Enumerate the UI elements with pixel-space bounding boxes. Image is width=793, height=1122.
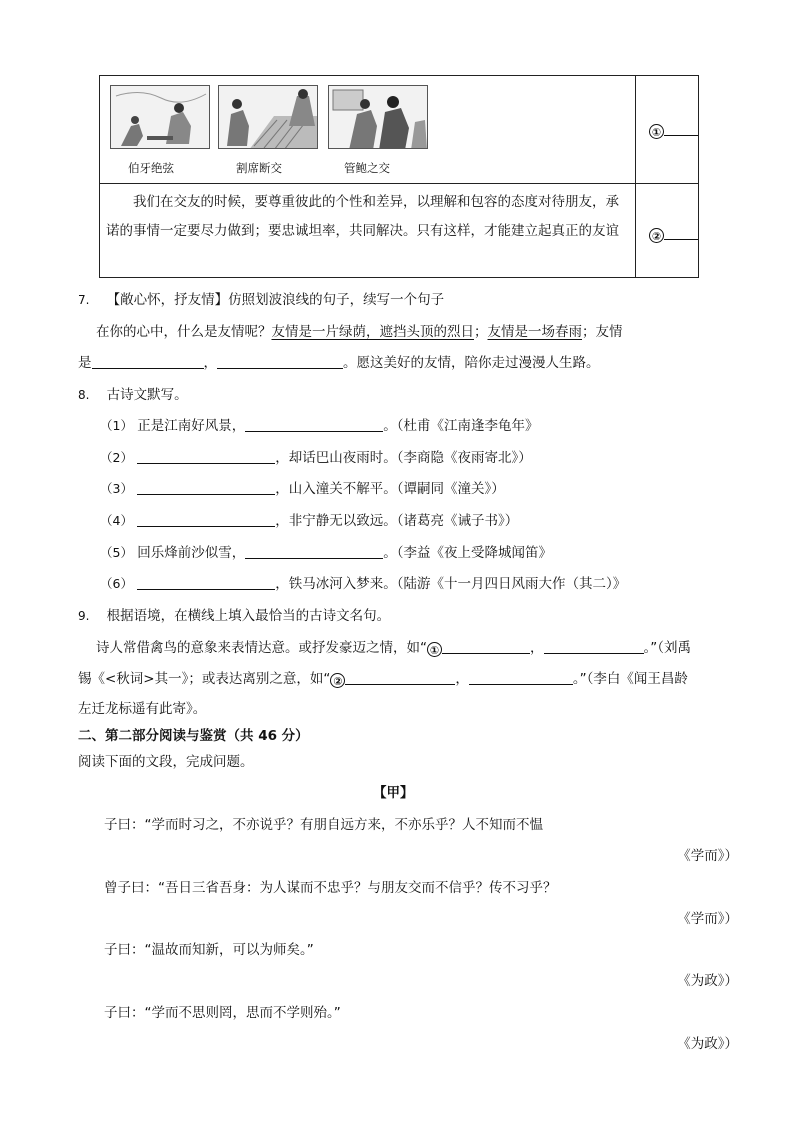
circled-number-1: ① [649, 124, 664, 139]
q7-line2-end: 。愿这美好的友情，陪你走过漫漫人生路。 [343, 355, 600, 371]
item-number: （2） [100, 450, 133, 465]
item-after: 。（杜甫《江南逢李龟年》 [383, 418, 539, 434]
table-divider-horizontal [100, 183, 698, 184]
q8-item-4 [100, 509, 518, 529]
question-title: 【敞心怀，抒友情】仿照划波浪线的句子，续写一个句子 [106, 292, 445, 308]
passage-1-source: 《学而》） [677, 848, 738, 864]
item-number: （3） [100, 481, 133, 496]
item-after: ，却话巴山夜雨时。（李商隐《夜雨寄北》） [275, 450, 532, 466]
item-number: （5） [100, 545, 133, 560]
item-before: 正是江南好风景， [137, 418, 246, 434]
answer-blank-1[interactable] [664, 123, 698, 136]
item-after: 。（李益《夜上受降城闻笛》 [383, 545, 552, 561]
q9-text-end: 。”（刘禹 [643, 640, 691, 656]
q8-blank-4[interactable] [137, 514, 275, 527]
item-before: 回乐烽前沙似雪， [137, 545, 246, 561]
q9-comma: ， [530, 640, 544, 656]
question-7-line-2 [78, 351, 600, 371]
q7-comma: ， [203, 355, 217, 371]
q7-wavy-sentence-1: 友情是一片绿荫，遮挡头顶的烈日 [271, 324, 474, 340]
question-7-heading [78, 288, 444, 308]
reading-instruction: 阅读下面的文段，完成问题。 [78, 754, 254, 770]
q9-text-end: 。”（李白《闻王昌龄 [572, 671, 688, 687]
gexi-duanjiao-illustration [218, 85, 318, 149]
caption-boya: 伯牙绝弦 [128, 161, 174, 175]
caption-gexi: 割席断交 [236, 161, 282, 175]
q9-text: 锡《<秋词>其一》；或表达离别之意，如“ [78, 671, 331, 687]
q8-item-2 [100, 446, 532, 466]
passage-3-text: 子曰：“温故而知新，可以为师矣。” [104, 942, 314, 958]
q7-blank-1[interactable] [92, 356, 204, 369]
q7-wavy-sentence-2: 友情是一场春雨 [487, 324, 582, 340]
circled-number-2: ② [649, 228, 664, 243]
q9-text: 诗人常借禽鸟的意象来表情达意。或抒发豪迈之情，如“ [96, 640, 427, 656]
friendship-paragraph: 我们在交友的时候，要尊重彼此的个性和差异，以理解和包容的态度对待朋友，承诺的事情一定要尽力做到；要忠诚坦率，共同解决。只有这样，才能建立起真正的友谊 [106, 194, 619, 239]
q9-blank-2a[interactable] [345, 672, 455, 685]
q8-blank-2[interactable] [137, 451, 275, 464]
table-divider-vertical [635, 76, 636, 277]
q9-comma: ， [455, 671, 469, 687]
question-9-line-3: 左迁龙标遥有此寄》。 [78, 701, 207, 717]
passage-2-source: 《学而》） [677, 911, 738, 927]
passage-2-text: 曾子曰：“吾日三省吾身：为人谋而不忠乎？与朋友交而不信乎？传不习乎？ [104, 880, 557, 896]
question-title: 根据语境，在横线上填入最恰当的古诗文名句。 [106, 608, 391, 624]
question-9-line-1 [96, 636, 691, 657]
passage-4-text: 子曰：“学而不思则罔，思而不学则殆。” [104, 1005, 341, 1021]
q7-blank-2[interactable] [217, 356, 343, 369]
circled-number-2: ② [330, 673, 345, 688]
item-number: （1） [100, 418, 133, 433]
boya-juexian-illustration [110, 85, 210, 149]
question-number: 7. [78, 293, 90, 307]
q7-line2-start: 是 [78, 355, 92, 371]
question-7-line-1 [96, 320, 623, 340]
q8-item-1 [100, 414, 539, 434]
item-after: ，铁马冰河入梦来。（陆游《十一月四日风雨大作（其二）》 [275, 576, 627, 592]
item-number: （4） [100, 513, 133, 528]
q9-blank-1b[interactable] [544, 641, 644, 654]
question-title: 古诗文默写。 [106, 387, 188, 403]
item-after: ，非宁静无以致远。（诸葛亮《诫子书》） [275, 513, 519, 529]
question-9-heading [78, 604, 390, 624]
q7-separator: ； [474, 324, 488, 340]
passage-jia-label: 【甲】 [373, 785, 414, 801]
item-after: ，山入潼关不解平。（谭嗣同《潼关》） [275, 481, 505, 497]
q8-item-6 [100, 572, 626, 592]
passage-4-source: 《为政》） [677, 1036, 738, 1052]
passage-3-source: 《为政》） [677, 973, 738, 989]
q7-prefix: 在你的心中，什么是友情呢？ [96, 324, 272, 340]
guanbao-zhijiao-illustration [328, 85, 428, 149]
q9-blank-2b[interactable] [469, 672, 573, 685]
answer-blank-2[interactable] [664, 227, 698, 240]
section-2-heading: 二、第二部分阅读与鉴赏（共 46 分） [78, 728, 309, 744]
question-8-heading [78, 383, 188, 403]
answer-slot-2[interactable] [649, 226, 698, 243]
circled-number-1: ① [427, 642, 442, 657]
q8-blank-5[interactable] [245, 546, 383, 559]
q8-blank-3[interactable] [137, 482, 275, 495]
friendship-table [99, 75, 699, 278]
q8-item-5 [100, 541, 552, 561]
question-number: 8. [78, 388, 90, 402]
q8-blank-1[interactable] [245, 419, 383, 432]
question-9-line-2 [78, 667, 688, 688]
passage-1-text: 子曰：“学而时习之，不亦说乎？有朋自远方来，不亦乐乎？人不知而不愠 [104, 817, 543, 833]
item-number: （6） [100, 576, 133, 591]
caption-guanbao: 管鲍之交 [344, 161, 390, 175]
answer-slot-1[interactable] [649, 122, 698, 139]
q8-item-3 [100, 477, 505, 497]
question-number: 9. [78, 609, 90, 623]
q9-blank-1a[interactable] [442, 641, 530, 654]
q7-suffix: ；友情 [582, 324, 623, 340]
q8-blank-6[interactable] [137, 577, 275, 590]
